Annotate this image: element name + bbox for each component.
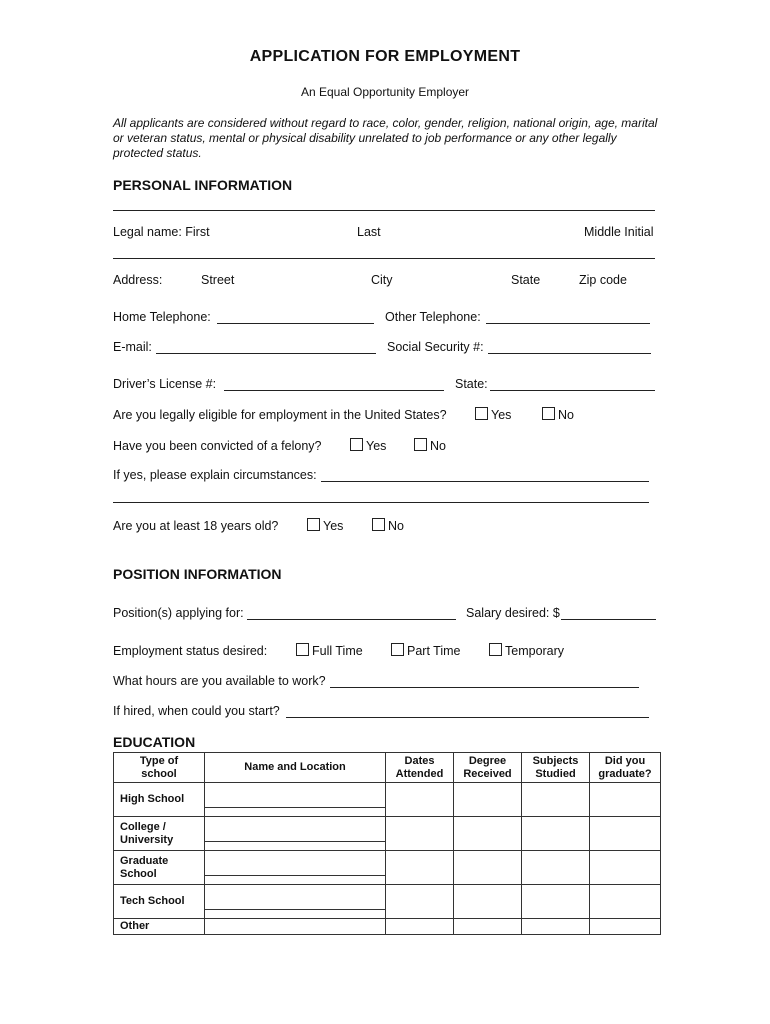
subjects-cell[interactable] [522, 783, 590, 817]
dates-cell[interactable] [386, 919, 454, 935]
section-heading-personal: PERSONAL INFORMATION [113, 177, 293, 193]
part-time-checkbox[interactable] [391, 643, 404, 656]
table-row [114, 885, 661, 919]
row-label: High School [114, 783, 205, 817]
page-subtitle: An Equal Opportunity Employer [300, 85, 470, 99]
label-home-telephone: Home Telephone: [113, 310, 211, 324]
eligible-no-label: No [558, 408, 574, 422]
part-time-label: Part Time [407, 644, 461, 658]
table-row [114, 783, 661, 817]
dates-cell[interactable] [386, 851, 454, 885]
eligible-no-checkbox[interactable] [542, 407, 555, 420]
graduate-cell[interactable] [590, 783, 661, 817]
label-employment-status: Employment status desired: [113, 644, 268, 658]
label-drivers-license: Driver’s License #: [113, 377, 217, 391]
education-table [113, 752, 661, 935]
age-question: Are you at least 18 years old? [113, 519, 279, 533]
subjects-cell[interactable] [522, 817, 590, 851]
section-heading-education: EDUCATION [113, 734, 196, 750]
label-zip: Zip code [579, 273, 627, 287]
felony-question: Have you been convicted of a felony? [113, 439, 322, 453]
col-header-degree: Degree Received [454, 753, 522, 783]
felony-yes-checkbox[interactable] [350, 438, 363, 451]
temporary-checkbox[interactable] [489, 643, 502, 656]
col-header-type: Type of school [114, 753, 205, 783]
dates-cell[interactable] [386, 885, 454, 919]
label-last-name: Last [357, 225, 381, 239]
explain-field-2[interactable] [113, 502, 649, 503]
felony-yes-label: Yes [366, 439, 387, 453]
name-location-cell[interactable] [205, 919, 386, 935]
degree-cell[interactable] [454, 851, 522, 885]
temporary-label: Temporary [505, 644, 565, 658]
col-header-name-location: Name and Location [205, 753, 386, 783]
label-address: Address: [113, 273, 163, 287]
graduate-cell[interactable] [590, 851, 661, 885]
page-title: APPLICATION FOR EMPLOYMENT [249, 48, 521, 65]
label-start-date: If hired, when could you start? [113, 704, 280, 718]
degree-cell[interactable] [454, 783, 522, 817]
eligible-yes-label: Yes [491, 408, 512, 422]
explain-field-1[interactable] [321, 481, 649, 482]
address-field[interactable] [113, 258, 655, 259]
label-license-state: State: [455, 377, 488, 391]
label-first-name: Legal name: First [113, 225, 210, 239]
license-state-field[interactable] [490, 390, 655, 391]
label-street: Street [201, 273, 235, 287]
row-label: Other [114, 919, 205, 935]
age-yes-checkbox[interactable] [307, 518, 320, 531]
ssn-field[interactable] [488, 353, 651, 354]
name-location-cell[interactable] [205, 817, 386, 851]
eeo-notice: All applicants are considered without regard to race, color, gender, religion, national origin, age, marital or veteran status, mental or physical disability unrelated to job performance or any other legally protected status. [113, 116, 658, 160]
email-field[interactable] [156, 353, 376, 354]
full-time-checkbox[interactable] [296, 643, 309, 656]
dates-cell[interactable] [386, 783, 454, 817]
label-state: State [511, 273, 541, 287]
graduate-cell[interactable] [590, 817, 661, 851]
name-location-cell[interactable] [205, 885, 386, 919]
legal-name-field[interactable] [113, 210, 655, 211]
age-yes-label: Yes [323, 519, 344, 533]
home-telephone-field[interactable] [217, 323, 374, 324]
label-other-telephone: Other Telephone: [385, 310, 481, 324]
col-header-dates: Dates Attended [386, 753, 454, 783]
felony-no-checkbox[interactable] [414, 438, 427, 451]
subjects-cell[interactable] [522, 885, 590, 919]
label-explain: If yes, please explain circumstances: [113, 468, 317, 482]
drivers-license-field[interactable] [224, 390, 444, 391]
label-email: E-mail: [113, 340, 152, 354]
label-salary-desired: Salary desired: $ [466, 606, 560, 620]
degree-cell[interactable] [454, 885, 522, 919]
subjects-cell[interactable] [522, 919, 590, 935]
graduate-cell[interactable] [590, 919, 661, 935]
salary-desired-field[interactable] [561, 619, 656, 620]
subjects-cell[interactable] [522, 851, 590, 885]
felony-no-label: No [430, 439, 446, 453]
start-date-field[interactable] [286, 717, 649, 718]
label-middle-initial: Middle Initial [584, 225, 654, 239]
eligible-yes-checkbox[interactable] [475, 407, 488, 420]
label-available-hours: What hours are you available to work? [113, 674, 326, 688]
age-no-checkbox[interactable] [372, 518, 385, 531]
col-header-subjects: Subjects Studied [522, 753, 590, 783]
full-time-label: Full Time [312, 644, 363, 658]
row-label: Tech School [114, 885, 205, 919]
name-location-cell[interactable] [205, 783, 386, 817]
dates-cell[interactable] [386, 817, 454, 851]
row-label: College / University [114, 817, 205, 851]
positions-applying-field[interactable] [247, 619, 456, 620]
degree-cell[interactable] [454, 817, 522, 851]
table-row [114, 919, 661, 935]
section-heading-position: POSITION INFORMATION [113, 566, 282, 582]
col-header-graduate: Did you graduate? [590, 753, 661, 783]
other-telephone-field[interactable] [486, 323, 650, 324]
label-positions-applying: Position(s) applying for: [113, 606, 244, 620]
table-row [114, 817, 661, 851]
table-row [114, 851, 661, 885]
eligibility-question: Are you legally eligible for employment in the United States? [113, 408, 447, 422]
available-hours-field[interactable] [330, 687, 639, 688]
graduate-cell[interactable] [590, 885, 661, 919]
row-label: Graduate School [114, 851, 205, 885]
degree-cell[interactable] [454, 919, 522, 935]
label-city: City [371, 273, 393, 287]
education-header-row [114, 753, 661, 783]
age-no-label: No [388, 519, 404, 533]
label-ssn: Social Security #: [387, 340, 484, 354]
name-location-cell[interactable] [205, 851, 386, 885]
